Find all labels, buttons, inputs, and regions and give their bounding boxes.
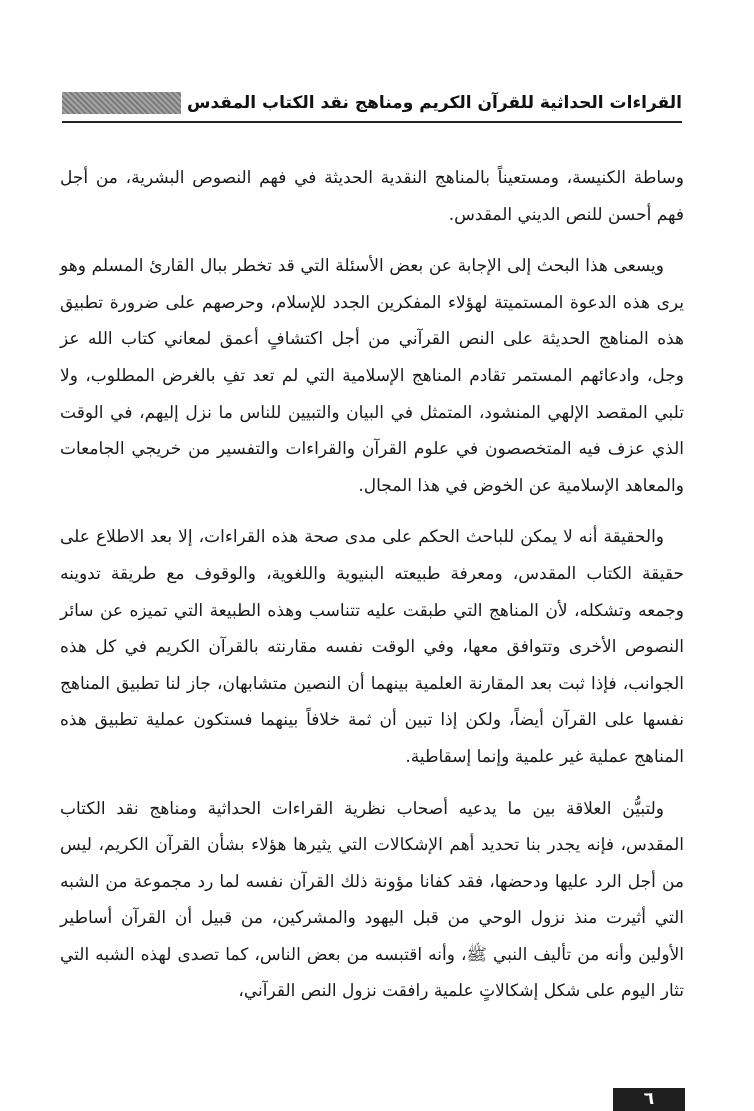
header-divider <box>62 121 682 123</box>
running-header-title: القراءات الحداثية للقرآن الكريم ومناهج نقد الكتاب المقدس <box>187 93 682 113</box>
running-header <box>62 89 682 117</box>
header-decorative-bar <box>62 92 181 114</box>
paragraph-1: وساطة الكنيسة، ومستعيناً بالمناهج النقدية الحديثة في فهم النصوص البشرية، من أجل فهم أحسن للنص الديني المقدس. <box>60 168 684 225</box>
page-number: ٦ <box>613 1088 685 1111</box>
paragraph-3: والحقيقة أنه لا يمكن للباحث الحكم على مدى صحة هذه القراءات، إلا بعد الاطلاع على حقيقة الكتاب المقدس، ومعرفة طبيعته البنيوية واللغوية، والوقوف مع طريقة تدوينه وجمعه وتشكله، لأن المناهج التي طبقت عليه تتناسب وهذه الطبيعة التي تميزه عن سائر النصوص الأخرى وتتوافق معها، وفي الوقت نفسه مقارنته بالقرآن الكريم في كل هذه الجوانب، فإذا ثبت بعد المقارنة العلمية بينهما أن النصين متشابهان، جاز لنا تطبيق المناهج نفسها على القرآن أيضاً، ولكن إذا تبين أن ثمة خلافاً بينهما فستكون عملية تطبيق هذه المناهج عملية غير علمية وإنما إسقاطية. <box>60 527 684 767</box>
body-text <box>60 160 684 1025</box>
paragraph-2: ويسعى هذا البحث إلى الإجابة عن بعض الأسئلة التي قد تخطر ببال القارئ المسلم وهو يرى هذه الدعوة المستميتة لهؤلاء المفكرين الجدد للإسلام، وحرصهم على ضرورة تطبيق هذه المناهج الحديثة على النص القرآني من أجل اكتشافٍ أعمق لمعاني كتاب الله عز وجل، وادعائهم المستمر تقادم المناهج الإسلامية التي لم تعد تفِ بالغرض المطلوب، ولا تلبي المقصد الإلهي المنشود، المتمثل في البيان والتبيين للناس ما نزل إليهم، في الوقت الذي عزف فيه المتخصصون في علوم القرآن والقراءات والتفسير من خريجي الجامعات والمعاهد الإسلامية عن الخوض في هذا المجال. <box>60 256 684 496</box>
paragraph-4: ولتبيُّن العلاقة بين ما يدعيه أصحاب نظرية القراءات الحداثية ومناهج نقد الكتاب المقدس، فإنه يجدر بنا تحديد أهم الإشكالات التي يثيرها هؤلاء بشأن القرآن الكريم، ليس من أجل الرد عليها ودحضها، فقد كفانا مؤونة ذلك القرآن نفسه لما رد مجموعة من الشبه التي أثيرت منذ نزول الوحي من قبل اليهود والمشركين، من قبيل أن القرآن أساطير الأولين وأنه من تأليف النبي ﷺ، وأنه اقتبسه من بعض الناس، كما تصدى لهذه الشبه التي تثار اليوم على شكل إشكالاتٍ علمية رافقت نزول النص القرآني، <box>60 798 684 1002</box>
